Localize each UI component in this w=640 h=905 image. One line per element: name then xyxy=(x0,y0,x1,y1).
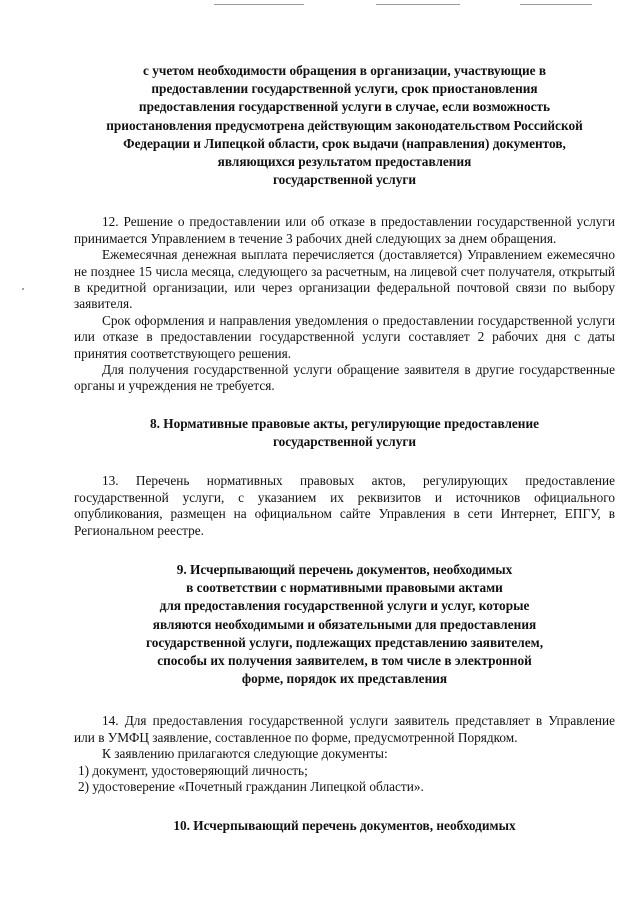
list-item: 2) удостоверение «Почетный гражданин Липецкой области». xyxy=(78,778,424,794)
heading-line: являются необходимыми и обязательными для предоставления xyxy=(152,616,537,632)
heading-line: государственной услуги, подлежащих представлению заявителем, xyxy=(145,634,544,650)
heading-line: Федерации и Липецкой области, срок выдачи (направления) документов, xyxy=(123,135,566,151)
heading-line: способы их получения заявителем, в том числе в электронной xyxy=(157,652,532,668)
heading-line: предоставлении государственной услуги, срок приостановления xyxy=(151,81,538,97)
paragraph-monthly-payment: Ежемесячная денежная выплата перечисляется (доставляется) Управлением ежемесячно не позднее 15 числа месяца, следующего за расчетным, на лицевой счет получателя, открытый в кредитной организации, или через организации федеральной почтовой связи по выбору заявителя. xyxy=(74,247,615,312)
scan-artifact-line xyxy=(520,4,592,5)
heading-line: с учетом необходимости обращения в организации, участвующие в xyxy=(142,63,547,78)
paragraph-12: 12. Решение о предоставлении или об отказе в предоставлении государственной услуги принимается Управлением в течение 3 рабочих дней следующих за днем обращения. xyxy=(74,214,615,246)
heading-line: в соответствии с нормативными правовыми актами xyxy=(186,580,503,596)
documents-list-intro: К заявлению прилагаются следующие документы: xyxy=(102,746,388,762)
heading-line: являющихся результатом предоставления xyxy=(217,154,472,170)
heading-line: форме, порядок их представления xyxy=(241,671,448,687)
heading-line: государственной услуги xyxy=(272,434,417,450)
paragraph-notification-term: Срок оформления и направления уведомления о предоставлении государственной услуги или отказе в предоставлении государственной услуги составляет 2 рабочих дня с даты принятия соответствующего решения. xyxy=(74,312,615,361)
paragraph-13: 13. Перечень нормативных правовых актов, регулирующих предоставление государственной услуги, с указанием их реквизитов и источников официального опубликования, размещен на официальном сайте Управления в сети Интернет, ЕПГУ, в Региональном реестре. xyxy=(74,473,615,538)
paragraph-14: 14. Для предоставления государственной услуги заявитель представляет в Управление или в УМФЦ заявление, составленное по форме, предусмотренной Порядком. xyxy=(74,713,615,745)
heading-line: для предоставления государственной услуги и услуг, которые xyxy=(159,598,530,614)
document-page xyxy=(74,62,615,836)
scan-artifact-line xyxy=(214,4,304,5)
heading-line: государственной услуги xyxy=(272,172,417,188)
section-10-heading: 10. Исчерпывающий перечень документов, необходимых xyxy=(173,818,516,834)
heading-line: приостановления предусмотрена действующим законодательством Российской xyxy=(106,117,583,133)
section-8-heading xyxy=(74,415,615,451)
section-9-heading xyxy=(74,561,615,688)
heading-line: предоставления государственной услуги в случае, если возможность xyxy=(138,99,551,115)
list-item: 1) документ, удостоверяющий личность; xyxy=(78,762,308,778)
scan-artifact-line xyxy=(376,4,460,5)
scan-artifact-dot xyxy=(22,288,24,290)
paragraph-no-other-agencies: Для получения государственной услуги обращение заявителя в другие государственные органы и учреждения не требуется. xyxy=(74,362,615,394)
heading-line: 9. Исчерпывающий перечень документов, необходимых xyxy=(176,561,513,577)
heading-line: 8. Нормативные правовые акты, регулирующие предоставление xyxy=(149,415,540,431)
section-7-heading-tail xyxy=(74,62,615,189)
